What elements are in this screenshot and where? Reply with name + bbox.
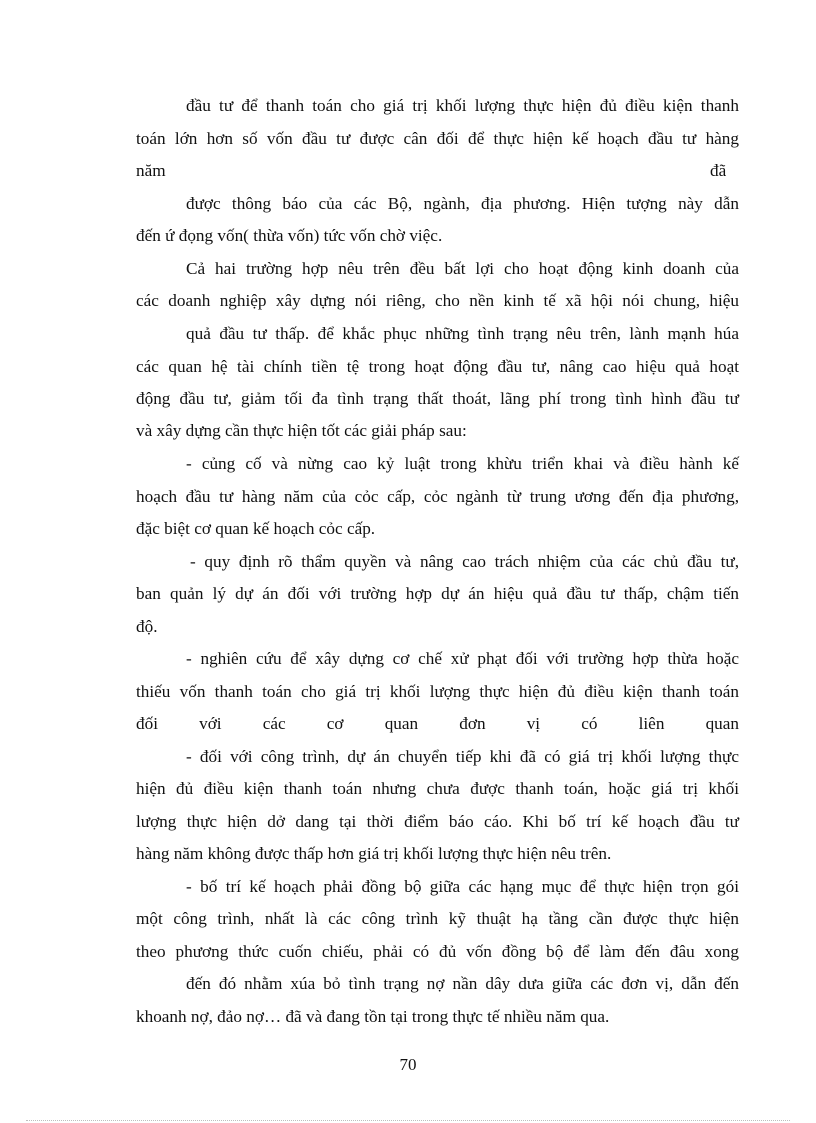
text-line: hiện đủ điều kiện thanh toán nhưng chưa được thanh toán, hoặc giá trị khối — [136, 779, 739, 798]
text-line: đầu tư để thanh toán cho giá trị khối lượng thực hiện đủ điều kiện thanh — [186, 96, 739, 115]
page-number: 70 — [399, 1055, 417, 1074]
text-line: các doanh nghiệp xây dựng nói riêng, cho nền kinh tế xã hội nói chung, hiệu — [136, 291, 739, 310]
text-line: - bố trí kế hoạch phải đồng bộ giữa các hạng mục để thực hiện trọn gói — [186, 877, 739, 896]
text-line: theo phương thức cuốn chiếu, phải có đủ vốn đồng bộ để làm đến đâu xong — [136, 942, 739, 961]
text-line: - đối với công trình, dự án chuyển tiếp khi đã có giá trị khối lượng thực — [186, 747, 739, 766]
text-line: đã — [710, 161, 727, 180]
text-line: động đầu tư, giảm tối đa tình trạng thất thoát, lãng phí trong tình hình đầu tư — [136, 389, 739, 408]
text-line: thiếu vốn thanh toán cho giá trị khối lượng thực hiện đủ điều kiện thanh toán — [136, 682, 739, 701]
text-line: đặc biệt cơ quan kế hoạch cỏc cấp. — [136, 519, 376, 538]
text-line: đối với các cơ quan đơn vị có liên quan — [136, 714, 739, 733]
text-line: được thông báo của các Bộ, ngành, địa phương. Hiện tượng này dẫn — [186, 194, 739, 213]
text-line: và xây dựng cần thực hiện tốt các giải pháp sau: — [136, 421, 467, 440]
footer-divider — [26, 1120, 790, 1121]
text-line: toán lớn hơn số vốn đầu tư được cân đối để thực hiện kế hoạch đầu tư hàng — [136, 129, 739, 148]
text-line: hàng năm không được thấp hơn giá trị khối lượng thực hiện nêu trên. — [136, 844, 612, 863]
text-line: quả đầu tư thấp. để khắc phục những tình trạng nêu trên, lành mạnh húa — [186, 324, 739, 343]
text-line: các quan hệ tài chính tiền tệ trong hoạt động đầu tư, nâng cao hiệu quả hoạt — [136, 357, 739, 376]
text-line: - quy định rõ thẩm quyền và nâng cao trách nhiệm của các chủ đầu tư, — [190, 552, 739, 571]
text-line: độ. — [136, 617, 158, 636]
text-line: đến đó nhằm xúa bỏ tình trạng nợ nần dây dưa giữa các đơn vị, dẫn đến — [186, 974, 739, 993]
text-line: khoanh nợ, đảo nợ… đã và đang tồn tại trong thực tế nhiều năm qua. — [136, 1007, 610, 1026]
text-line: Cả hai trường hợp nêu trên đều bất lợi cho hoạt động kinh doanh của — [186, 259, 739, 278]
text-line: hoạch đầu tư hàng năm của cỏc cấp, cỏc ngành từ trung ương đến địa phương, — [136, 487, 739, 506]
text-line: - củng cố và nừng cao kỷ luật trong khừu triển khai và điều hành kế — [186, 454, 739, 473]
text-line: năm — [136, 161, 166, 180]
text-line: ban quản lý dự án đối với trường hợp dự án hiệu quả đầu tư thấp, chậm tiến — [136, 584, 739, 603]
text-line: lượng thực hiện dở dang tại thời điểm báo cáo. Khi bố trí kế hoạch đầu tư — [136, 812, 739, 831]
text-line: một công trình, nhất là các công trình kỹ thuật hạ tầng cần được thực hiện — [136, 909, 739, 928]
text-line: - nghiên cứu để xây dựng cơ chế xử phạt đối với trường hợp thừa hoặc — [186, 649, 739, 668]
text-line: đến ứ đọng vốn( thừa vốn) tức vốn chờ việc. — [136, 226, 443, 245]
